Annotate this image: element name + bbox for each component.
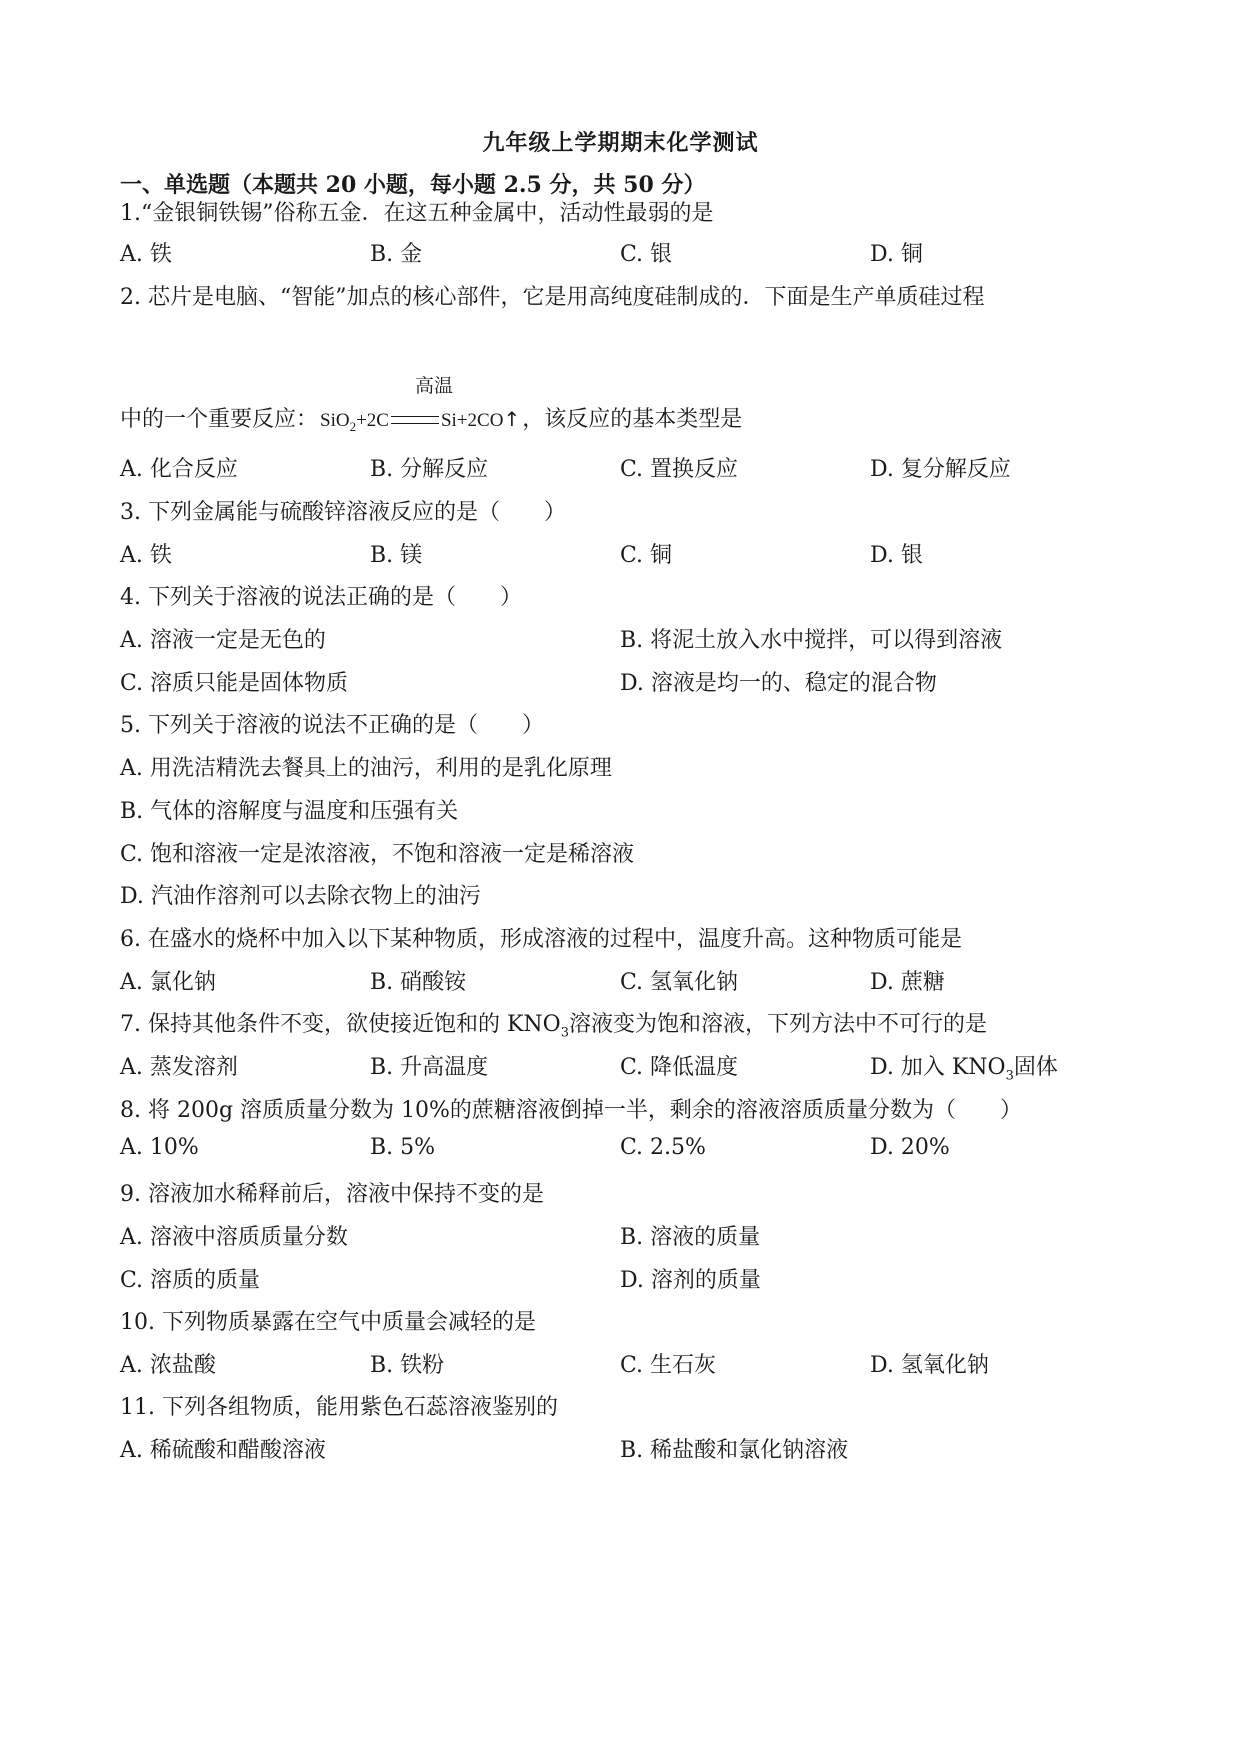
option-c: C. 铜	[620, 543, 673, 568]
question-4-stem: 4. 下列关于溶液的说法正确的是（ ）	[120, 585, 522, 610]
question-10-stem: 10. 下列物质暴露在空气中质量会减轻的是	[120, 1310, 536, 1335]
question-6-stem: 6. 在盛水的烧杯中加入以下某种物质，形成溶液的过程中，温度升高。这种物质可能是	[120, 927, 962, 952]
option-a: A. 铁	[120, 242, 172, 267]
option-d: D. 20%	[870, 1135, 950, 1160]
question-8-stem: 8. 将 200g 溶质质量分数为 10%的蔗糖溶液倒掉一半，剩余的溶液溶质质量分数为（ ）	[120, 1098, 1022, 1123]
equation-subscript: 2	[349, 418, 357, 434]
option-d: D. 蔗糖	[870, 970, 945, 995]
option-d: D. 复分解反应	[870, 457, 1011, 482]
option-c: C. 降低温度	[620, 1055, 739, 1080]
option-a: A. 稀硫酸和醋酸溶液	[120, 1438, 326, 1463]
option-a: A. 溶液一定是无色的	[120, 628, 326, 653]
question-7-options	[120, 1050, 1120, 1084]
subscript: 3	[1005, 1068, 1014, 1084]
question-7-stem	[120, 1007, 987, 1040]
option-d: D. 汽油作溶剂可以去除衣物上的油污	[120, 884, 481, 909]
question-11-stem: 11. 下列各组物质，能用紫色石蕊溶液鉴别的	[120, 1395, 558, 1420]
option-a: A. 溶液中溶质质量分数	[120, 1225, 348, 1250]
option-a: A. 蒸发溶剂	[120, 1055, 238, 1080]
question-7-prefix: 7. 保持其他条件不变，欲使接近饱和的 KNO	[120, 1012, 561, 1037]
question-2-stem-line1: 2. 芯片是电脑、“智能”加点的核心部件，它是用高纯度硅制成的．下面是生产单质硅过程	[120, 285, 985, 310]
question-2-stem-line2	[120, 376, 743, 435]
option-b: B. 将泥土放入水中搅拌，可以得到溶液	[620, 628, 1003, 653]
subscript: 3	[560, 1025, 569, 1041]
question-4-options-row2	[120, 666, 1120, 696]
question-2-suffix: ，该反应的基本类型是	[522, 407, 743, 432]
equals-sign-icon	[391, 416, 439, 424]
question-8-options	[120, 1135, 1120, 1165]
option-c: C. 饱和溶液一定是浓溶液，不饱和溶液一定是稀溶液	[120, 842, 635, 867]
option-b: B. 升高温度	[370, 1055, 489, 1080]
option-d: D. 溶液是均一的、稳定的混合物	[620, 671, 937, 696]
equation-condition: 高温	[415, 376, 454, 397]
question-6-options	[120, 965, 1120, 995]
option-d-prefix: D. 加入 KNO	[870, 1055, 1006, 1080]
question-10-options	[120, 1348, 1120, 1378]
option-b: B. 气体的溶解度与温度和压强有关	[120, 799, 459, 824]
question-11-options	[120, 1433, 1120, 1463]
option-a: A. 用洗洁精洗去餐具上的油污，利用的是乳化原理	[120, 756, 612, 781]
option-c: C. 氢氧化钠	[620, 970, 739, 995]
option-b: B. 铁粉	[370, 1353, 445, 1378]
equation-product: Si+2CO	[440, 410, 504, 431]
option-d: D. 氢氧化钠	[870, 1353, 989, 1378]
equation-reactant-rest: +2C	[356, 410, 389, 431]
question-7-suffix: 溶液变为饱和溶液，下列方法中不可行的是	[568, 1012, 987, 1037]
option-d	[870, 1050, 1058, 1083]
gas-up-arrow-icon: ↑	[503, 407, 521, 431]
question-2-prefix: 中的一个重要反应：	[120, 407, 319, 432]
question-2-options	[120, 452, 1120, 482]
page-title: 九年级上学期期末化学测试	[482, 130, 759, 156]
question-9-options-row1	[120, 1220, 1120, 1250]
option-a: A. 浓盐酸	[120, 1353, 216, 1378]
option-c: C. 溶质的质量	[120, 1268, 261, 1293]
option-d: D. 银	[870, 543, 923, 568]
option-d-suffix: 固体	[1013, 1055, 1058, 1080]
option-d: D. 溶剂的质量	[620, 1268, 761, 1293]
option-c: C. 置换反应	[620, 457, 739, 482]
question-4-options-row1	[120, 623, 1120, 653]
option-d: D. 铜	[870, 242, 923, 267]
question-5-stem: 5. 下列关于溶液的说法不正确的是（ ）	[120, 713, 544, 738]
question-3-options	[120, 538, 1120, 568]
option-c: C. 溶质只能是固体物质	[120, 671, 349, 696]
question-1-stem: 1.“金银铜铁锡”俗称五金．在这五种金属中，活动性最弱的是	[120, 201, 714, 226]
option-b: B. 分解反应	[370, 457, 489, 482]
option-b: B. 稀盐酸和氯化钠溶液	[620, 1438, 849, 1463]
option-b: B. 金	[370, 242, 423, 267]
question-9-options-row2	[120, 1263, 1120, 1293]
option-b: B. 镁	[370, 543, 423, 568]
option-b: B. 硝酸铵	[370, 970, 467, 995]
section-heading: 一、单选题（本题共 20 小题，每小题 2.5 分，共 50 分）	[120, 172, 706, 198]
equation-reactant: SiO	[320, 410, 350, 431]
option-a: A. 氯化钠	[120, 970, 216, 995]
chemical-equation	[320, 376, 521, 435]
option-a: A. 化合反应	[120, 457, 238, 482]
option-c: C. 2.5%	[620, 1135, 706, 1160]
option-c: C. 生石灰	[620, 1353, 717, 1378]
option-c: C. 银	[620, 242, 673, 267]
question-1-options	[120, 237, 1120, 267]
question-3-stem: 3. 下列金属能与硫酸锌溶液反应的是（ ）	[120, 500, 566, 525]
option-a: A. 10%	[120, 1135, 199, 1160]
option-a: A. 铁	[120, 543, 172, 568]
question-9-stem: 9. 溶液加水稀释前后，溶液中保持不变的是	[120, 1182, 544, 1207]
option-b: B. 5%	[370, 1135, 436, 1160]
option-b: B. 溶液的质量	[620, 1225, 761, 1250]
